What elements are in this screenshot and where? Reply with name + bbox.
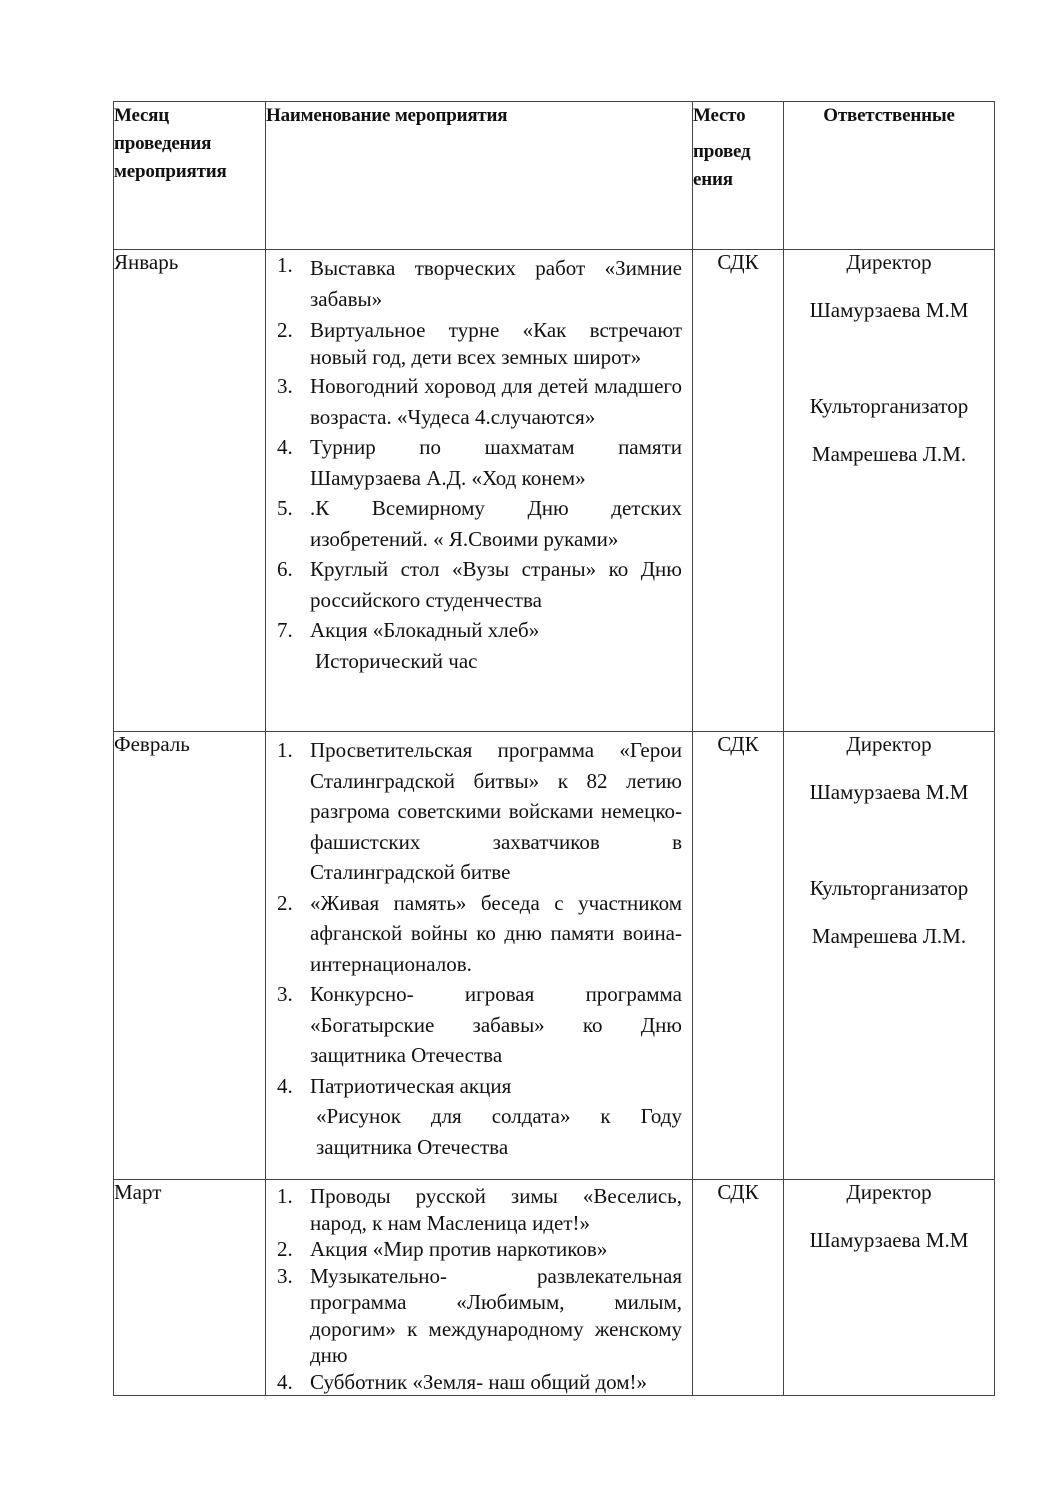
list-item [266, 317, 682, 370]
list-item [266, 1180, 682, 1236]
list-number: 2. [277, 890, 293, 915]
events-cell [266, 1180, 693, 1396]
header-responsible [784, 102, 995, 250]
list-item [266, 1369, 682, 1396]
header-month-line: Месяц [114, 105, 170, 126]
month-cell: Февраль [114, 732, 266, 1180]
list-item [266, 1071, 682, 1163]
list-number: 1. [277, 738, 293, 762]
responsible-cell [784, 732, 995, 1180]
list-item [266, 979, 682, 1071]
responsible-cell [784, 250, 995, 732]
place-cell: СДК [693, 250, 784, 732]
list-item [266, 1236, 682, 1263]
responsible-person: Шамурзаева М.М [809, 780, 969, 804]
month-cell: Март [114, 1180, 266, 1396]
responsible-role: Директор [846, 250, 932, 274]
event-text: Музыкательно- развлекательная программа «Любимым, милым, дорогим» к международному женскому дню [310, 1263, 682, 1367]
list-number: 4. [277, 1073, 293, 1098]
header-responsible-text: Ответственные [823, 105, 955, 126]
event-text: Виртуальное турне «Как встречают новый год, дети всех земных широт» [310, 318, 682, 369]
header-place-line: ения [693, 169, 733, 190]
header-month-line: проведения [114, 133, 212, 154]
header-month [114, 102, 266, 250]
list-number: 1. [277, 253, 293, 277]
responsible-person: Шамурзаева М.М [809, 1228, 969, 1252]
header-event-name [266, 102, 693, 250]
event-text: Патриотическая акция [310, 1073, 512, 1098]
events-cell [266, 732, 693, 1180]
list-number: 6. [277, 557, 293, 581]
header-month-line: мероприятия [114, 161, 227, 182]
table-row [114, 1180, 995, 1396]
responsible-person: Мамрешева Л.М. [811, 442, 967, 466]
place-cell: СДК [693, 1180, 784, 1396]
event-text: Турнир по шахматам памяти Шамурзаева А.Д. «Ход конем» [310, 435, 682, 490]
list-number: 3. [277, 374, 293, 398]
events-cell [266, 250, 693, 732]
list-item [266, 493, 682, 554]
table-row [114, 732, 995, 1180]
list-item [266, 432, 682, 493]
event-text: Просветительская программа «Герои Сталинградской битвы» к 82 летию разгрома советскими войсками немецко- фашистских захватчиков в Сталинградской битве [310, 738, 682, 884]
responsible-role: Директор [846, 732, 932, 756]
list-number: 3. [277, 982, 293, 1006]
responsible-role: Директор [846, 1180, 932, 1204]
event-text: Новогодний хоровод для детей младшего возраста. «Чудеса 4.случаются» [310, 374, 682, 429]
event-text: .К Всемирному Дню детских изобретений. « Я.Своими руками» [310, 496, 682, 551]
header-event-name-text: Наименование мероприятия [266, 105, 508, 126]
events-list [266, 250, 692, 676]
list-item [266, 554, 682, 615]
events-plan-table [113, 101, 995, 1396]
list-number: 5. [277, 496, 293, 520]
header-place-line: провед [693, 141, 751, 162]
responsible-person: Шамурзаева М.М [809, 298, 969, 322]
list-number: 7. [277, 618, 293, 642]
event-subtext: «Рисунок для солдата» к Году защитника Отечества [316, 1104, 682, 1159]
list-number: 1. [277, 1184, 293, 1208]
event-text: «Живая память» беседа с участником афганской войны ко дню памяти воина- интернационалов. [310, 890, 682, 976]
place-cell: СДК [693, 732, 784, 1180]
header-place-line: Место [693, 105, 746, 126]
event-text: Конкурсно- игровая программа «Богатырские забавы» ко Дню защитника Отечества [310, 982, 682, 1067]
event-text: Выставка творческих работ «Зимние забавы» [310, 256, 682, 311]
event-text: Субботник «Земля- наш общий дом!» [310, 1369, 648, 1394]
events-list [266, 1180, 692, 1395]
event-text: Проводы русской зимы «Веселись, народ, к нам Масленица идет!» [310, 1184, 682, 1235]
list-number: 4. [277, 1369, 293, 1394]
list-item [266, 1263, 682, 1369]
header-place [693, 102, 784, 250]
list-item [266, 371, 682, 432]
list-number: 3. [277, 1263, 293, 1288]
event-subtext: Исторический час [315, 648, 478, 673]
event-text: Акция «Мир против наркотиков» [310, 1237, 608, 1261]
table-header-row [114, 102, 995, 250]
list-item [266, 732, 682, 888]
table-row [114, 250, 995, 732]
responsible-role: Культорганизатор [809, 876, 969, 900]
list-item [266, 250, 682, 314]
events-list [266, 732, 692, 1162]
list-number: 2. [277, 1237, 293, 1261]
list-number: 4. [277, 435, 293, 459]
event-text: Акция «Блокадный хлеб» [310, 618, 540, 642]
month-cell: Январь [114, 250, 266, 732]
list-item [266, 615, 682, 676]
responsible-role: Культорганизатор [809, 394, 969, 418]
list-item [266, 888, 682, 980]
list-number: 2. [277, 318, 293, 342]
responsible-person: Мамрешева Л.М. [811, 924, 967, 948]
event-text: Круглый стол «Вузы страны» ко Дню российского студенчества [310, 557, 682, 612]
responsible-cell [784, 1180, 995, 1396]
